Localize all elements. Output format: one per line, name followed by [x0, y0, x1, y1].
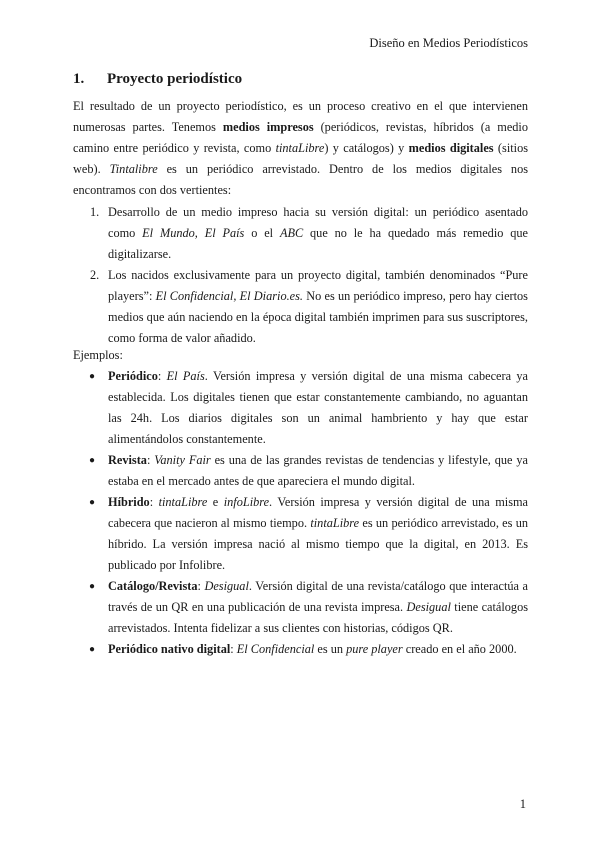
intro-bold-medios-digitales: medios digitales	[408, 141, 494, 155]
list-text: . Versión impresa y versión digital de una misma cabecera ya establecida. Los digitales tienen que estar constantemente cambiando, no aguantan las 24h. Los diarios digitales son un animal hambriento y hay que estar alimentándolos constantemente.	[108, 369, 529, 446]
list-marker: 2.	[90, 268, 100, 282]
list-text: . Versión digital de una revista/catálogo que interactúa a través de un QR en una publicación de una revista impresa.	[108, 579, 528, 614]
bullet-icon: ●	[89, 455, 96, 466]
list-italic: Desigual	[204, 579, 249, 593]
list-italic: El Confidencial	[236, 642, 315, 656]
list-item	[73, 576, 528, 639]
list-text: es un	[314, 642, 347, 656]
list-text: :	[197, 579, 205, 593]
intro-text: (sitios web).	[73, 141, 528, 176]
list-item	[73, 265, 528, 349]
list-item	[73, 492, 528, 576]
list-italic: tintaLibre	[310, 516, 360, 530]
intro-paragraph	[73, 96, 528, 201]
list-italic: El País	[166, 369, 205, 383]
bullet-list	[73, 366, 528, 660]
list-text: creado en el año 2000.	[402, 642, 517, 656]
list-text: es una de las grandes revistas de tendencias y lifestyle, que ya estaba en el mercado antes de que apareciera el mundo digital.	[108, 453, 528, 488]
section-title: Proyecto periodístico	[107, 71, 243, 87]
running-header: Diseño en Medios Periodísticos	[369, 36, 528, 50]
section-heading	[73, 71, 242, 88]
examples-label: Ejemplos:	[73, 348, 123, 362]
list-italic: tintaLibre	[158, 495, 208, 509]
list-italic: Vanity Fair	[154, 453, 211, 467]
list-italic: infoLibre	[223, 495, 270, 509]
intro-text: es un periódico arrevistado. Dentro de los medios digitales nos encontramos con dos vertientes:	[73, 162, 529, 197]
bullet-icon: ●	[89, 581, 96, 592]
bullet-icon: ●	[89, 644, 96, 655]
bullet-icon: ●	[89, 497, 96, 508]
list-italic: El Mundo, El País	[142, 226, 245, 240]
intro-text: ) y catálogos) y	[324, 141, 409, 155]
section-number: 1.	[73, 71, 85, 87]
list-italic: pure player	[346, 642, 403, 656]
list-text: es un periódico arrevistado, es un híbrido. La versión impresa nació al mismo tiempo que la digital, en 2013. Es publicado por Infolibre.	[108, 516, 528, 572]
ordered-list	[73, 202, 528, 349]
list-text: Los nacidos exclusivamente para un proyecto digital, también denominados “Pure players”:	[108, 268, 528, 303]
intro-italic-tintalibre: tintaLibre	[275, 141, 325, 155]
list-italic: ABC	[279, 226, 304, 240]
list-italic: Desigual	[406, 600, 451, 614]
bullet-icon: ●	[89, 371, 96, 382]
list-text: Desarrollo de un medio impreso hacia su versión digital: un periódico asentado como	[108, 205, 528, 240]
list-marker: 1.	[90, 205, 100, 219]
intro-text: El resultado de un proyecto periodístico, es un proceso creativo en el que intervienen numerosas partes. Tenemos	[73, 99, 528, 134]
bullet-term: Revista	[108, 453, 147, 467]
bullet-term: Periódico	[108, 369, 158, 383]
list-text: No es un periódico impreso, pero hay ciertos medios que aún naciendo en la época digital también imprimen para sus suscriptores, como forma de valor añadido.	[108, 289, 528, 345]
intro-text: (periódicos, revistas, híbridos (a medio camino entre periódico y revista, como	[73, 120, 528, 155]
list-text: :	[230, 642, 237, 656]
list-text: :	[146, 453, 155, 467]
list-text: tiene catálogos arrevistados. Intenta fidelizar a sus clientes con historias, códigos QR.	[108, 600, 529, 635]
list-text: e	[207, 495, 224, 509]
list-item	[73, 450, 528, 492]
page-number: 1	[519, 797, 526, 811]
bullet-term: Catálogo/Revista	[108, 579, 198, 593]
list-item	[73, 366, 528, 450]
list-text: o el	[244, 226, 280, 240]
list-item	[73, 639, 528, 660]
list-text: :	[149, 495, 159, 509]
intro-italic-tintalibre: Tintalibre	[109, 162, 158, 176]
list-text: :	[157, 369, 167, 383]
bullet-term: Periódico nativo digital	[108, 642, 231, 656]
bullet-term: Híbrido	[108, 495, 150, 509]
intro-bold-medios-impresos: medios impresos	[222, 120, 314, 134]
list-italic: El Confidencial, El Diario.es.	[155, 289, 303, 303]
list-text: . Versión impresa y versión digital de una misma cabecera que nacieron al mismo tiempo.	[108, 495, 528, 530]
list-text: que no le ha quedado más remedio que digitalizarse.	[108, 226, 529, 261]
list-item	[73, 202, 528, 265]
